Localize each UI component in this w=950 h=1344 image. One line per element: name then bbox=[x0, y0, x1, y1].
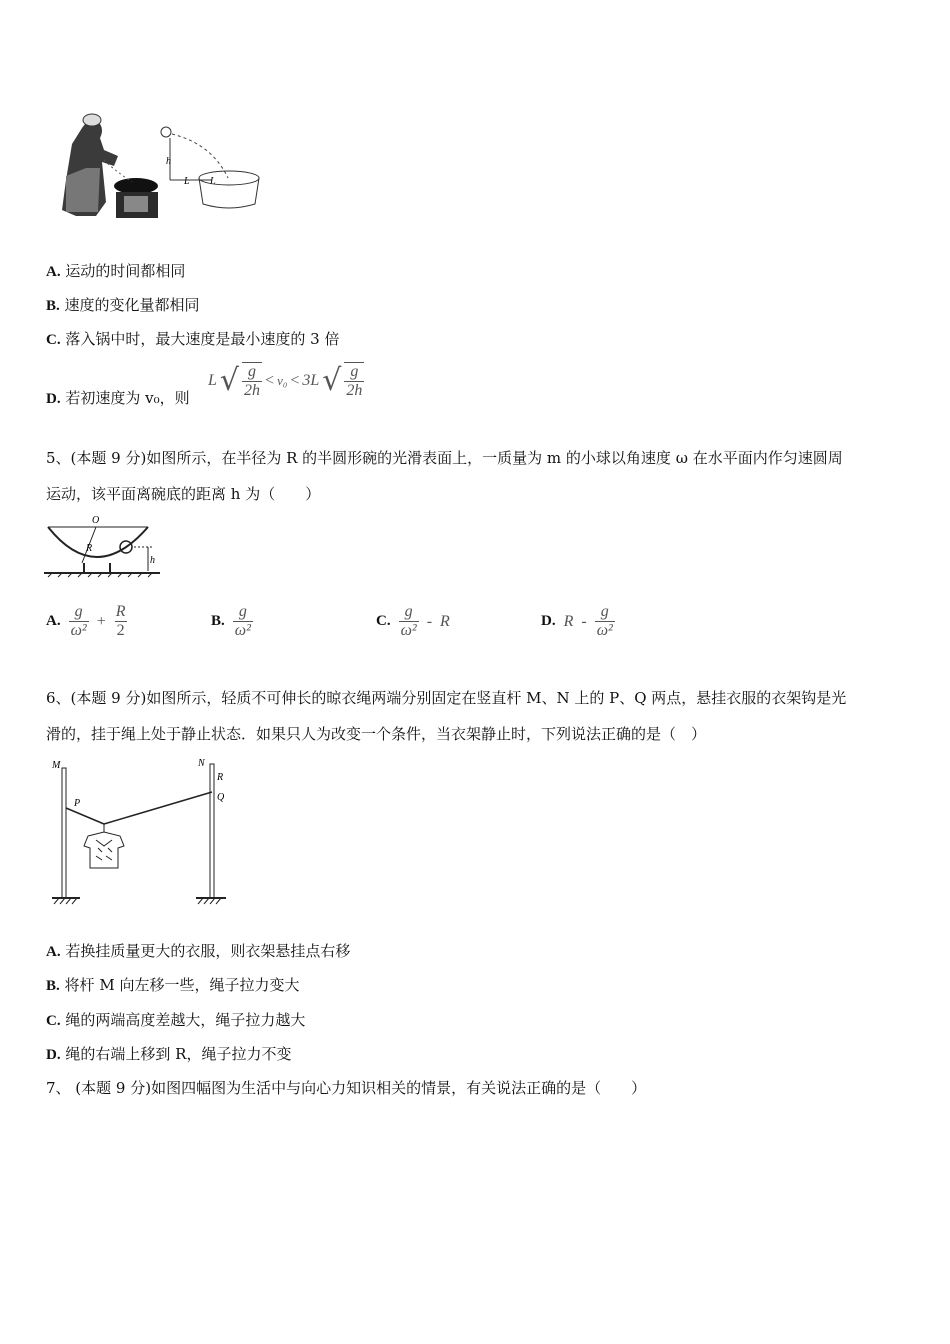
clothesline-figure bbox=[48, 756, 248, 916]
q4-L2-label: L bbox=[210, 176, 216, 187]
q6-option-a: A. 若换挂质量更大的衣服，则衣架悬挂点右移 bbox=[46, 942, 351, 960]
q5-choice-a: A. $\frac{g}{\text{ω²}}$ + $\frac{R}{2}$ bbox=[46, 603, 126, 639]
q4-option-a: A. 运动的时间都相同 bbox=[46, 262, 186, 280]
q6-M-label: M bbox=[52, 760, 61, 771]
q6-Q-label: Q bbox=[217, 792, 225, 803]
q4-option-c: C. 落入锅中时，最大速度是最小速度的 3 倍 bbox=[46, 330, 340, 348]
q5-choice-b: B. $\frac{g}{\text{ω²}}$ bbox=[211, 603, 251, 639]
q6-R-label: R bbox=[217, 772, 224, 783]
q5-h-label: h bbox=[150, 555, 155, 566]
bowl-figure bbox=[44, 515, 164, 585]
q6-stem-line2: 滑的，挂于绳上处于静止状态．如果只人为改变一个条件，当衣架静止时，下列说法正确的是（ ） bbox=[46, 725, 707, 743]
q6-option-c: C. 绳的两端高度差越大，绳子拉力越大 bbox=[46, 1011, 306, 1029]
q6-option-b: B. 将杆 M 向左移一些，绳子拉力变大 bbox=[46, 976, 300, 994]
q5-choice-c: C. $\frac{g}{\text{ω²}}$ - R bbox=[376, 603, 450, 639]
q6-stem-line1: 6、(本题 9 分)如图所示，轻质不可伸长的晾衣绳两端分别固定在竖直杆 M、N 上的 P、Q 两点，悬挂衣服的衣架钩是光 bbox=[46, 689, 847, 707]
noodle-chef-figure bbox=[52, 108, 267, 228]
q4-h-label: h bbox=[166, 156, 171, 167]
q5-stem-line1: 5、(本题 9 分)如图所示，在半径为 R 的半圆形碗的光滑表面上，一质量为 m 的小球以角速度 ω 在水平面内作匀速圆周 bbox=[46, 449, 843, 467]
q4-option-d: D. 若初速度为 v₀，则 bbox=[46, 389, 190, 407]
q4-L1-label: L bbox=[184, 176, 190, 187]
q6-P-label: P bbox=[74, 798, 81, 809]
q7-stem-line1: 7、 (本题 9 分)如图四幅图为生活中与向心力知识相关的情景，有关说法正确的是（ ） bbox=[46, 1079, 647, 1097]
q4-option-b: B. 速度的变化量都相同 bbox=[46, 296, 200, 314]
q5-R-label: R bbox=[86, 543, 93, 554]
q5-stem-line2: 运动，该平面离碗底的距离 h 为（ ） bbox=[46, 485, 321, 503]
q6-option-d: D. 绳的右端上移到 R，绳子拉力不变 bbox=[46, 1045, 292, 1063]
q5-choice-d: D. R - $\frac{g}{\text{ω²}}$ bbox=[541, 603, 613, 639]
q5-O-label: O bbox=[92, 515, 100, 526]
q6-N-label: N bbox=[198, 758, 205, 769]
q4-d-formula: L √ $\frac{g}{2h}$ < v₀ < 3L √ $\frac{g}{2h}$ bbox=[208, 363, 363, 399]
